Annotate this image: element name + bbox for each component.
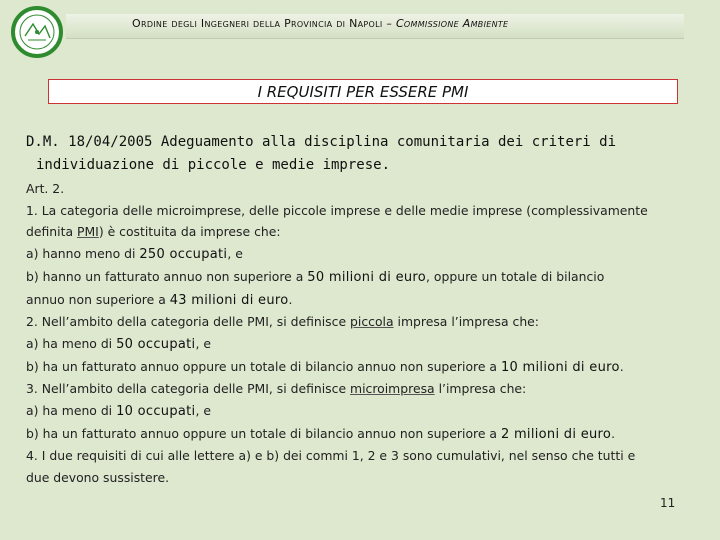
- emphasis: 43 milioni di euro: [169, 292, 289, 308]
- body-line: [26, 400, 686, 423]
- text-span: impresa l’impresa che:: [393, 314, 539, 330]
- text-span: , e: [227, 246, 243, 262]
- body-line: [26, 333, 686, 356]
- intro-text: [26, 131, 684, 177]
- emphasis: 10 milioni di euro: [500, 359, 620, 375]
- body-line: [26, 423, 686, 446]
- body-line: [26, 311, 686, 333]
- article-body: [26, 178, 686, 489]
- text-span: 3. Nell’ambito della categoria delle PMI, si definisce: [26, 381, 351, 397]
- header-title: [132, 17, 508, 30]
- text-span: 2. Nell’ambito della categoria delle PMI, si definisce: [26, 314, 351, 330]
- header-commission: Commissione Ambiente: [395, 17, 509, 30]
- page-number: 11: [660, 496, 676, 510]
- text-span: .: [611, 425, 616, 441]
- body-line: [26, 266, 686, 289]
- text-span: .: [619, 358, 624, 374]
- emphasis: 50 occupati: [116, 336, 196, 352]
- intro-line-1: D.M. 18/04/2005 Adeguamento alla disciplina comunitaria dei criteri di: [26, 134, 617, 150]
- body-line: due devono sussistere.: [26, 470, 170, 486]
- body-line: [26, 289, 686, 312]
- text-span: a) ha meno di: [26, 403, 117, 419]
- text-span: a) hanno meno di: [26, 246, 140, 262]
- text-span: , oppure un totale di bilancio: [426, 268, 605, 284]
- intro-line-2: individuazione di piccole e medie imprese.: [36, 157, 391, 173]
- body-line: [26, 356, 686, 379]
- emphasis: 250 occupati: [139, 247, 228, 263]
- text-span: b) ha un fatturato annuo oppure un totale di bilancio annuo non superiore a: [26, 425, 501, 441]
- text-span: definita: [26, 224, 77, 240]
- text-span: , e: [195, 403, 211, 419]
- text-span: a) ha meno di: [26, 335, 117, 351]
- text-span: , e: [195, 335, 211, 351]
- emphasis: 2 milioni di euro: [500, 426, 612, 442]
- body-line: [26, 378, 686, 400]
- header-org: Ordine degli Ingegneri della Provincia di Napoli –: [132, 17, 396, 30]
- body-line: 1. La categoria delle microimprese, delle piccole imprese e delle medie imprese (complessivamente: [26, 202, 648, 218]
- pmi-underlined: PMI: [76, 224, 99, 240]
- text-span: b) ha un fatturato annuo oppure un totale di bilancio annuo non superiore a: [26, 358, 501, 374]
- body-line: [26, 243, 686, 266]
- slide-title: I REQUISITI PER ESSERE PMI: [257, 83, 469, 101]
- body-line: [26, 221, 686, 243]
- title-box: [48, 79, 678, 104]
- text-span: l’impresa che:: [434, 381, 527, 397]
- piccola-underlined: piccola: [350, 314, 394, 330]
- text-span: ) è costituita da imprese che:: [98, 224, 281, 240]
- body-line: 4. I due requisiti di cui alle lettere a) e b) dei commi 1, 2 e 3 sono cumulativi, nel senso che tutti e: [26, 448, 636, 464]
- text-span: annuo non superiore a: [26, 291, 170, 307]
- microimpresa-underlined: microimpresa: [350, 381, 435, 397]
- text-span: b) hanno un fatturato annuo non superiore a: [26, 268, 308, 284]
- article-heading: Art. 2.: [26, 181, 65, 196]
- text-span: .: [288, 291, 293, 307]
- ordine-seal-logo: [8, 6, 66, 58]
- emphasis: 10 occupati: [116, 404, 196, 420]
- emphasis: 50 milioni di euro: [307, 269, 427, 285]
